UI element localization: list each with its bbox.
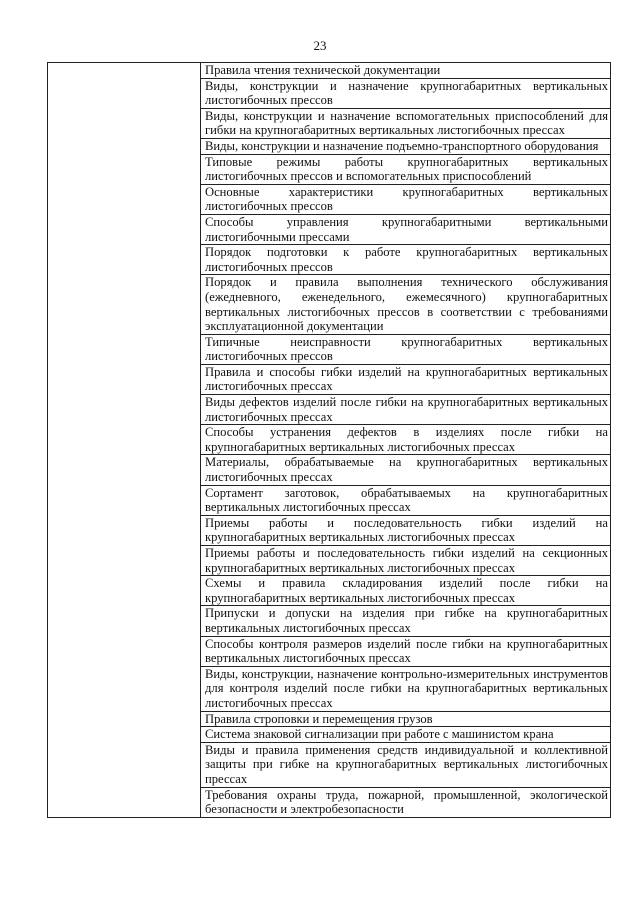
table-row bbox=[48, 636, 611, 666]
table-row bbox=[48, 334, 611, 364]
requirement-cell: Виды, конструкции и назначение крупногабаритных вертикальных листогибочных прессов bbox=[201, 78, 611, 108]
requirement-cell: Приемы работы и последовательность гибки изделий на секционных крупногабаритных вертикальных листогибочных прессах bbox=[201, 546, 611, 576]
requirement-cell: Правила и способы гибки изделий на крупногабаритных вертикальных листогибочных прессах bbox=[201, 364, 611, 394]
requirement-cell: Припуски и допуски на изделия при гибке на крупногабаритных вертикальных листогибочных прессах bbox=[201, 606, 611, 636]
section-label-cell bbox=[48, 666, 201, 711]
table-row bbox=[48, 78, 611, 108]
section-label-cell bbox=[48, 636, 201, 666]
requirement-cell: Правила строповки и перемещения грузов bbox=[201, 711, 611, 727]
table-row bbox=[48, 138, 611, 154]
table-row bbox=[48, 108, 611, 138]
table-row bbox=[48, 245, 611, 275]
table-row bbox=[48, 395, 611, 425]
section-label-cell bbox=[48, 711, 201, 727]
requirement-cell: Виды, конструкции и назначение вспомогательных приспособлений для гибки на крупногабаритных вертикальных листогибочных прессах bbox=[201, 108, 611, 138]
section-label-cell bbox=[48, 727, 201, 743]
section-label-cell bbox=[48, 184, 201, 214]
requirement-cell: Способы устранения дефектов в изделиях после гибки на крупногабаритных вертикальных листогибочных прессах bbox=[201, 425, 611, 455]
requirement-cell: Правила чтения технической документации bbox=[201, 63, 611, 79]
section-label-cell bbox=[48, 395, 201, 425]
table-row bbox=[48, 546, 611, 576]
table-row bbox=[48, 576, 611, 606]
requirements-table bbox=[47, 62, 611, 818]
section-label-cell bbox=[48, 108, 201, 138]
table-row bbox=[48, 742, 611, 787]
section-label-cell bbox=[48, 515, 201, 545]
table-row bbox=[48, 727, 611, 743]
requirement-cell: Типовые режимы работы крупногабаритных вертикальных листогибочных прессов и вспомогательных приспособлений bbox=[201, 154, 611, 184]
requirement-cell: Способы контроля размеров изделий после гибки на крупногабаритных вертикальных листогибочных прессах bbox=[201, 636, 611, 666]
section-label-cell bbox=[48, 425, 201, 455]
requirement-cell: Виды и правила применения средств индивидуальной и коллективной защиты при гибке на крупногабаритных вертикальных листогибочных прессах bbox=[201, 742, 611, 787]
table-row bbox=[48, 787, 611, 817]
requirement-cell: Способы управления крупногабаритными вертикальными листогибочными прессами bbox=[201, 214, 611, 244]
requirements-table-body bbox=[48, 63, 611, 818]
table-row bbox=[48, 485, 611, 515]
table-row bbox=[48, 455, 611, 485]
requirement-cell: Основные характеристики крупногабаритных вертикальных листогибочных прессов bbox=[201, 184, 611, 214]
section-label-cell bbox=[48, 742, 201, 787]
requirement-cell: Порядок и правила выполнения технического обслуживания (ежедневного, еженедельного, ежемесячного) крупногабаритных вертикальных листогибочных прессов в соответствии с требованиями эксплуатационной документации bbox=[201, 275, 611, 334]
page-number: 23 bbox=[313, 38, 327, 53]
section-label-cell bbox=[48, 245, 201, 275]
section-label-cell bbox=[48, 455, 201, 485]
requirement-cell: Виды, конструкции, назначение контрольно-измерительных инструментов для контроля изделий после гибки на крупногабаритных вертикальных листогибочных прессах bbox=[201, 666, 611, 711]
table-row bbox=[48, 63, 611, 79]
table-row bbox=[48, 515, 611, 545]
table-row bbox=[48, 364, 611, 394]
table-row bbox=[48, 214, 611, 244]
table-row bbox=[48, 275, 611, 334]
section-label-cell bbox=[48, 63, 201, 79]
requirement-cell: Требования охраны труда, пожарной, промышленной, экологической безопасности и электробезопасности bbox=[201, 787, 611, 817]
section-label-cell bbox=[48, 214, 201, 244]
requirement-cell: Сортамент заготовок, обрабатываемых на крупногабаритных вертикальных листогибочных прессах bbox=[201, 485, 611, 515]
requirement-cell: Виды дефектов изделий после гибки на крупногабаритных вертикальных листогибочных прессах bbox=[201, 395, 611, 425]
table-row bbox=[48, 154, 611, 184]
table-row bbox=[48, 666, 611, 711]
requirement-cell: Схемы и правила складирования изделий после гибки на крупногабаритных вертикальных листогибочных прессах bbox=[201, 576, 611, 606]
section-label-cell bbox=[48, 606, 201, 636]
table-row bbox=[48, 425, 611, 455]
section-label-cell bbox=[48, 138, 201, 154]
requirement-cell: Материалы, обрабатываемые на крупногабаритных вертикальных листогибочных прессах bbox=[201, 455, 611, 485]
section-label-cell bbox=[48, 78, 201, 108]
section-label-cell bbox=[48, 154, 201, 184]
table-row bbox=[48, 184, 611, 214]
requirement-cell: Виды, конструкции и назначение подъемно-транспортного оборудования bbox=[201, 138, 611, 154]
section-label-cell bbox=[48, 787, 201, 817]
requirement-cell: Система знаковой сигнализации при работе с машинистом крана bbox=[201, 727, 611, 743]
table-row bbox=[48, 606, 611, 636]
table-row bbox=[48, 711, 611, 727]
section-label-cell bbox=[48, 334, 201, 364]
requirement-cell: Типичные неисправности крупногабаритных вертикальных листогибочных прессов bbox=[201, 334, 611, 364]
section-label-cell bbox=[48, 546, 201, 576]
section-label-cell bbox=[48, 485, 201, 515]
section-label-cell bbox=[48, 576, 201, 606]
requirement-cell: Порядок подготовки к работе крупногабаритных вертикальных листогибочных прессов bbox=[201, 245, 611, 275]
requirement-cell: Приемы работы и последовательность гибки изделий на крупногабаритных вертикальных листогибочных прессах bbox=[201, 515, 611, 545]
section-label-cell bbox=[48, 275, 201, 334]
section-label-cell bbox=[48, 364, 201, 394]
